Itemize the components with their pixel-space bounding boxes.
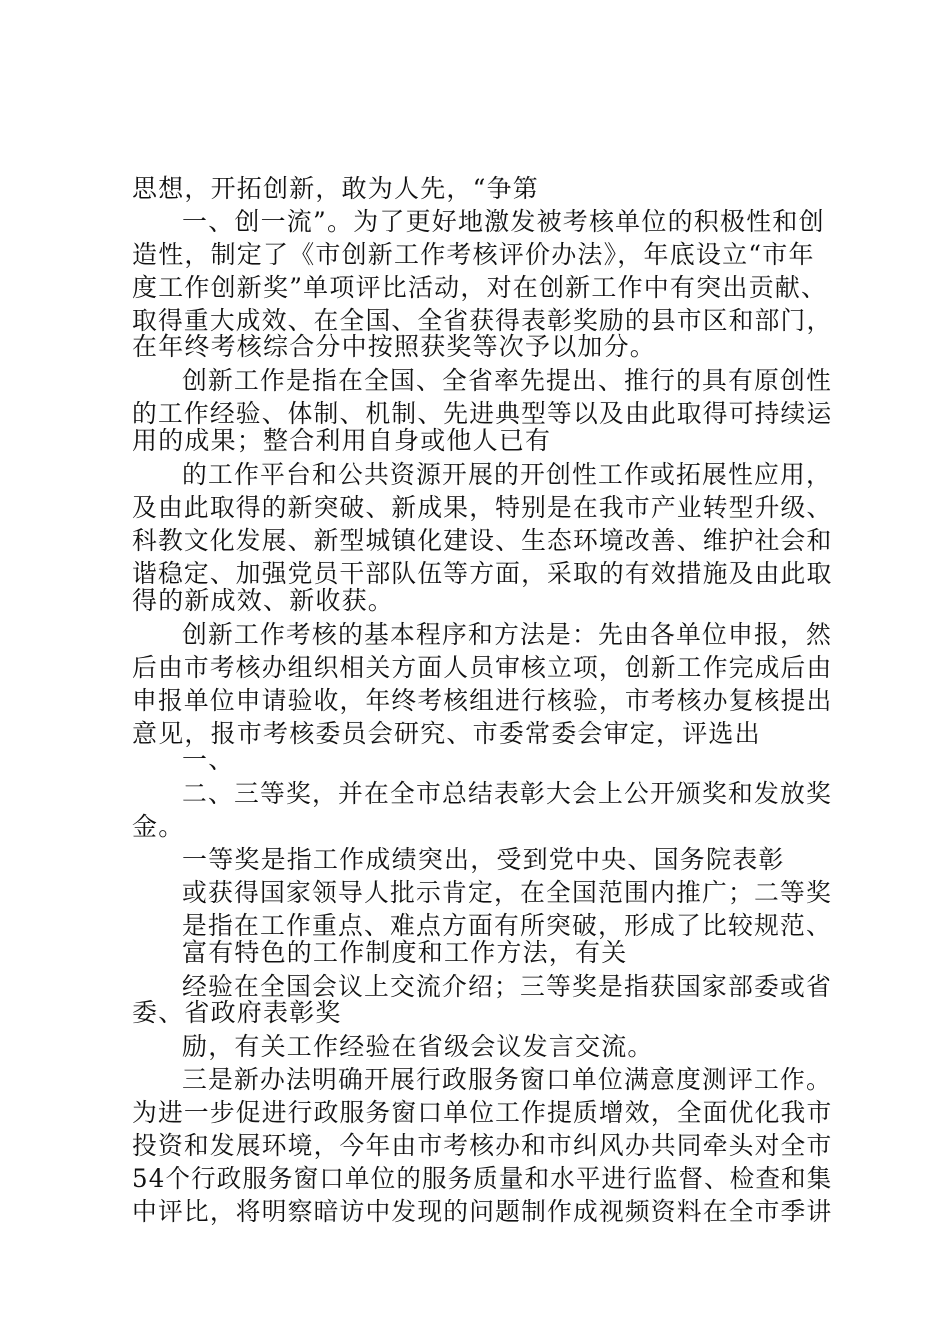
text-line: 一等奖是指工作成绩突出，受到党中央、国务院表彰 [182,845,785,874]
text-line: 度工作创新奖”单项评比活动，对在创新工作中有突出贡献、 [132,273,828,302]
text-line: 后由市考核办组织相关方面人员审核立项，创新工作完成后由 [132,653,833,682]
text-line: 思想，开拓创新，敢为人先，“争第 [132,174,539,203]
text-line: 或获得国家领导人批示肯定，在全国范围内推广；二等奖 [182,878,833,907]
text-line: 及由此取得的新突破、新成果，特别是在我市产业转型升级、 [132,493,833,522]
text-line: 取得重大成效、在全国、全省获得表彰奖励的县市区和部门， [132,306,833,335]
text-line: 投资和发展环境，今年由市考核办和市纠风办共同牵头对全市 [132,1131,833,1160]
text-line: 的工作经验、体制、机制、先进典型等以及由此取得可持续运 [132,399,833,428]
text-line: 的工作平台和公共资源开展的开创性工作或拓展性应用， [182,460,833,489]
text-line: 委、省政府表彰奖 [132,998,342,1027]
text-line: 励，有关工作经验在省级会议发言交流。 [182,1032,654,1061]
text-line: 三是新办法明确开展行政服务窗口单位满意度测评工作。 [182,1065,833,1094]
text-line: 创新工作是指在全国、全省率先提出、推行的具有原创性 [182,366,833,395]
text-line: 意见，报市考核委员会研究、市委常委会审定，评选出 [132,719,761,748]
text-line: 是指在工作重点、难点方面有所突破，形成了比较规范、 [182,911,833,940]
text-line: 用的成果；整合利用自身或他人已有 [132,426,552,455]
text-line: 经验在全国会议上交流介绍；三等奖是指获国家部委或省 [182,972,833,1001]
text-line: 金。 [132,812,185,841]
text-line: 54个行政服务窗口单位的服务质量和水平进行监督、检查和集 [132,1164,833,1193]
text-line: 得的新成效、新收获。 [132,586,395,615]
text-line: 科教文化发展、新型城镇化建设、生态环境改善、维护社会和 [132,526,833,555]
text-line: 申报单位申请验收，年终考核组进行核验，市考核办复核提出 [132,686,833,715]
text-line: 在年终考核综合分中按照获奖等次予以加分。 [132,332,657,361]
text-line: 为进一步促进行政服务窗口单位工作提质增效，全面优化我市 [132,1098,833,1127]
text-line: 中评比，将明察暗访中发现的问题制作成视频资料在全市季讲 [132,1197,833,1226]
text-line: 创新工作考核的基本程序和方法是：先由各单位申报，然 [182,620,833,649]
text-line: 富有特色的工作制度和工作方法，有关 [182,938,628,967]
text-line: 造性，制定了《市创新工作考核评价办法》，年底设立“市年 [132,240,815,269]
text-line: 一、 [182,745,235,774]
text-line: 谐稳定、加强党员干部队伍等方面，采取的有效措施及由此取 [132,559,833,588]
text-line: 一、创一流”。为了更好地激发被考核单位的积极性和创 [182,207,825,236]
text-line: 二、三等奖，并在全市总结表彰大会上公开颁奖和发放奖 [182,779,833,808]
